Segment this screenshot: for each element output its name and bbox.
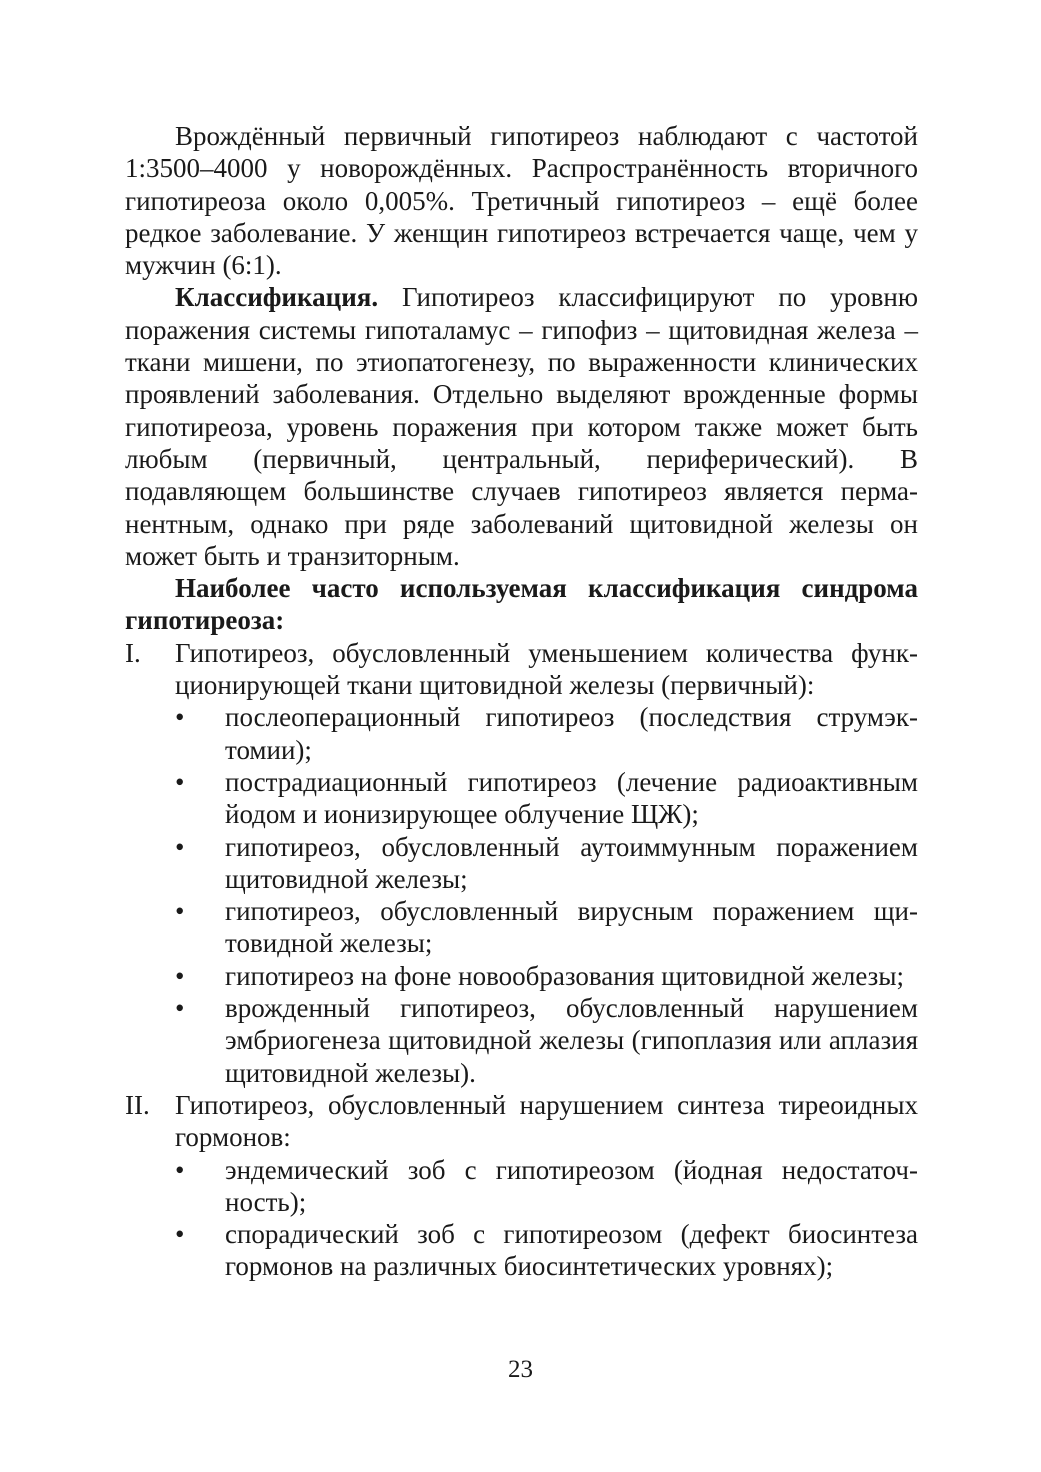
list-item [125, 766, 918, 831]
list-item-text: гипотиреоз на фоне новообразования щитовидной железы; [225, 960, 904, 991]
list-item [125, 831, 918, 896]
bullet-icon: • [175, 993, 185, 1024]
section-2-number: II. [125, 1089, 150, 1120]
list-item-text: гипотиреоз, обусловленный аутоиммунным поражением щитовидной железы; [225, 831, 918, 894]
section-2 [125, 1089, 918, 1154]
classification-heading: Наиболее часто используемая классификация синдрома гипотиреоза: [125, 573, 918, 636]
section-1-list [125, 701, 918, 1089]
bullet-icon: • [175, 702, 185, 733]
intro-paragraph: Врождённый первичный гипотиреоз наблюдают с частотой 1:3500–4000 у новорождённых. Распространённость вторичного гипотиреоза около 0,005%. Третичный гипотиреоз – ещё более редкое заболевание. У женщин гипотиреоз встречается чаще, чем у мужчин (6:1). [125, 121, 918, 281]
bullet-icon: • [175, 1154, 185, 1185]
section-1-title: Гипотиреоз, обусловленный уменьшением количества функционирующей ткани щитовидной железы (первичный): [175, 637, 918, 701]
bullet-icon: • [175, 766, 185, 797]
classification-text: Гипотиреоз классифицируют по уровню поражения системы гипоталамус – гипофиз – щитовидная железа – ткани мишени, по этиопатогенезу, по выраженности клинических проявлений заболевания. Отдельно выделяют врожденные формы гипотиреоза, уровень поражения при котором также может быть любым (первичный, центральный, периферический). В подавляющем большинстве случаев гипотиреоз является перманентным, однако при ряде заболеваний щитовидной железы он может быть и транзиторным. [125, 282, 918, 571]
list-item-text: пострадиационный гипотиреоз (лечение радиоактивным йодом и ионизирующее облучение ЩЖ); [225, 766, 918, 830]
classification-label: Классификация. [175, 282, 379, 313]
list-item [125, 992, 918, 1089]
bullet-icon: • [175, 831, 185, 862]
bullet-icon: • [175, 1219, 185, 1250]
list-item-text: послеоперационный гипотиреоз (последствия струмэктомии); [225, 702, 918, 765]
classification-paragraph [125, 281, 918, 572]
list-item [125, 960, 918, 992]
page-number: 23 [508, 1356, 533, 1383]
list-item-text: спорадический зоб с гипотиреозом (дефект биосинтеза гормонов на различных биосинтетических уровнях); [225, 1219, 918, 1282]
list-item [125, 701, 918, 766]
section-1 [125, 637, 918, 702]
list-item-text: гипотиреоз, обусловленный вирусным поражением щитовидной железы; [225, 896, 918, 959]
list-item [125, 895, 918, 960]
list-item [125, 1154, 918, 1219]
section-2-title: Гипотиреоз, обусловленный нарушением синтеза тиреоидных гормонов: [175, 1089, 918, 1153]
list-item-text: эндемический зоб с гипотиреозом (йодная недостаточность); [225, 1154, 918, 1217]
section-1-number: I. [125, 637, 141, 668]
list-item-text: врожденный гипотиреоз, обусловленный нарушением эмбриогенеза щитовидной железы (гипоплазия или аплазия щитовидной железы). [225, 993, 918, 1088]
page-body [125, 120, 918, 1283]
bullet-icon: • [175, 896, 185, 927]
list-item [125, 1218, 918, 1283]
bullet-icon: • [175, 960, 185, 991]
section-2-list [125, 1154, 918, 1283]
